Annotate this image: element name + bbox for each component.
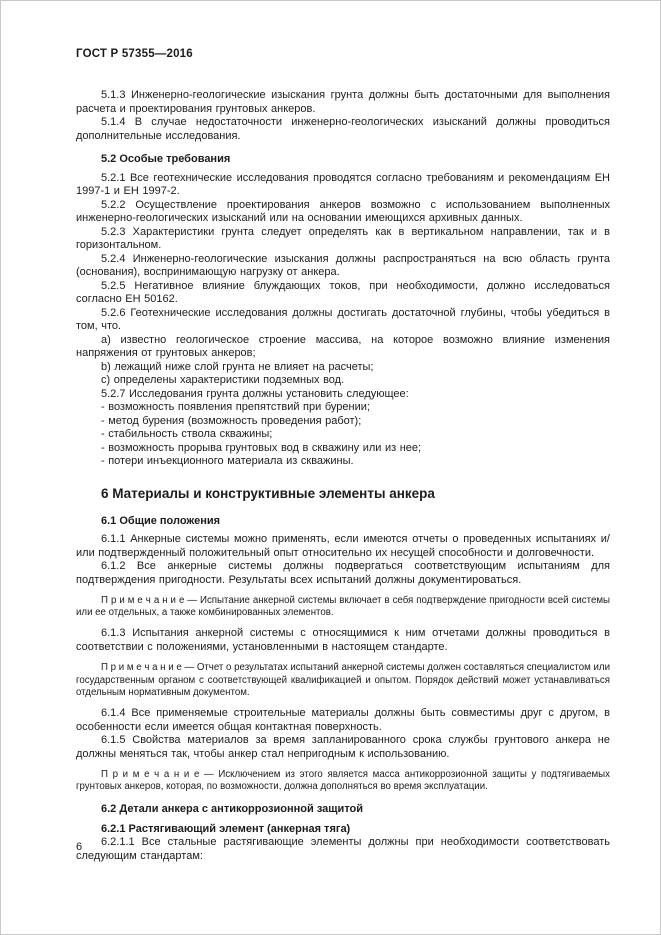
para-5-1-3: 5.1.3 Инженерно-геологические изыскания грунта должны быть достаточными для выполнения расчета и проектирования грунтовых анкеров. <box>76 89 610 115</box>
heading-5-2: 5.2 Особые требования <box>101 153 231 165</box>
para-6-2-1-1: 6.2.1.1 Все стальные растягивающие элементы должны при необходимости соответствовать следующим стандартам: <box>76 836 610 862</box>
para-6-1-2: 6.1.2 Все анкерные системы должны подвергаться соответствующим испытаниям для подтверждения пригодности. Результаты всех испытаний должны документироваться. <box>76 560 610 586</box>
heading-6: 6 Материалы и конструктивные элементы анкера <box>101 485 435 501</box>
para-5-2-2: 5.2.2 Осуществление проектирования анкеров возможно с использованием выполненных инженерно-геологических изысканий или на основании имеющихся архивных данных. <box>76 198 610 224</box>
para-6-1-4: 6.1.4 Все применяемые строительные материалы должны быть совместимы друг с другом, в особенности если имеется общая контактная поверхность. <box>76 707 610 733</box>
note-6-1-5: П р и м е ч а н и е — Исключением из этого является масса антикоррозионной защиты у подтягиваемых грунтовых анкеров, которая, по возможности, должна дополняться во время эксплуатации. <box>76 769 610 793</box>
page-number: 6 <box>76 841 83 853</box>
para-5-2-3: 5.2.3 Характеристики грунта следует определять как в вертикальном направлении, так и в горизонтальном. <box>76 225 610 251</box>
para-5-2-7: 5.2.7 Исследования грунта должны установить следующее: <box>101 387 409 400</box>
list-item-b: b) лежащий ниже слой грунта не влияет на расчеты; <box>101 360 374 373</box>
note-6-1-3: П р и м е ч а н и е — Отчет о результатах испытаний анкерной системы должен составляться специалистом или государственным органом с соответствующей квалификацией и опытом. Порядок действий может устанавливаться отдельным нормативным документом. <box>76 662 610 698</box>
para-5-2-5: 5.2.5 Негативное влияние блуждающих токов, при необходимости, должно исследоваться согласно ЕН 50162. <box>76 279 610 305</box>
list-item-a: a) известно геологическое строение массива, на которое возможно влияние изменения напряжения от грунтовых анкеров; <box>76 333 610 359</box>
dash-item-5: - потери инъекционного материала из скважины. <box>101 455 354 467</box>
document-header: ГОСТ Р 57355—2016 <box>76 48 193 60</box>
para-6-1-3: 6.1.3 Испытания анкерной системы с относящимися к ним отчетами должны проводиться в соответствии с положениями, установленными в настоящем стандарте. <box>76 627 610 653</box>
para-5-2-4: 5.2.4 Инженерно-геологические изыскания должны распространяться на всю область грунта (основания), воспринимающую нагрузку от анкера. <box>76 252 610 278</box>
document-body <box>76 89 610 863</box>
heading-6-1: 6.1 Общие положения <box>101 514 221 527</box>
list-item-c: c) определены характеристики подземных вод. <box>101 374 345 386</box>
dash-item-4: - возможность прорыва грунтовых вод в скважину или из нее; <box>101 441 422 454</box>
dash-item-2: - метод бурения (возможность проведения работ); <box>101 414 362 427</box>
para-5-2-1: 5.2.1 Все геотехнические исследования проводятся согласно требованиям и рекомендациям ЕН 1997-1 и ЕН 1997-2. <box>76 171 610 197</box>
para-5-1-4: 5.1.4 В случае недостаточности инженерно-геологических изысканий должны проводиться дополнительные исследования. <box>76 116 610 142</box>
para-6-1-1: 6.1.1 Анкерные системы можно применять, если имеются отчеты о проведенных испытаниях и/или подтвержденный положительный опыт относительно их несущей способности и долговечности. <box>76 533 610 559</box>
para-5-2-6: 5.2.6 Геотехнические исследования должны достигать достаточной глубины, чтобы убедиться в том, что. <box>76 306 610 332</box>
para-6-1-5: 6.1.5 Свойства материалов за время запланированного срока службы грунтового анкера не должны меняться так, чтобы анкер стал непригодным к использованию. <box>76 734 610 760</box>
note-6-1-2: П р и м е ч а н и е — Испытание анкерной системы включает в себя подтверждение пригодности всей системы или ее отдельных, а также комбинированных элементов. <box>76 595 610 619</box>
heading-6-2-1: 6.2.1 Растягивающий элемент (анкерная тяга) <box>101 822 351 835</box>
heading-6-2: 6.2 Детали анкера с антикоррозионной защитой <box>101 803 364 816</box>
dash-item-1: - возможность появления препятствий при бурении; <box>101 401 370 413</box>
dash-item-3: - стабильность ствола скважины; <box>101 428 273 440</box>
